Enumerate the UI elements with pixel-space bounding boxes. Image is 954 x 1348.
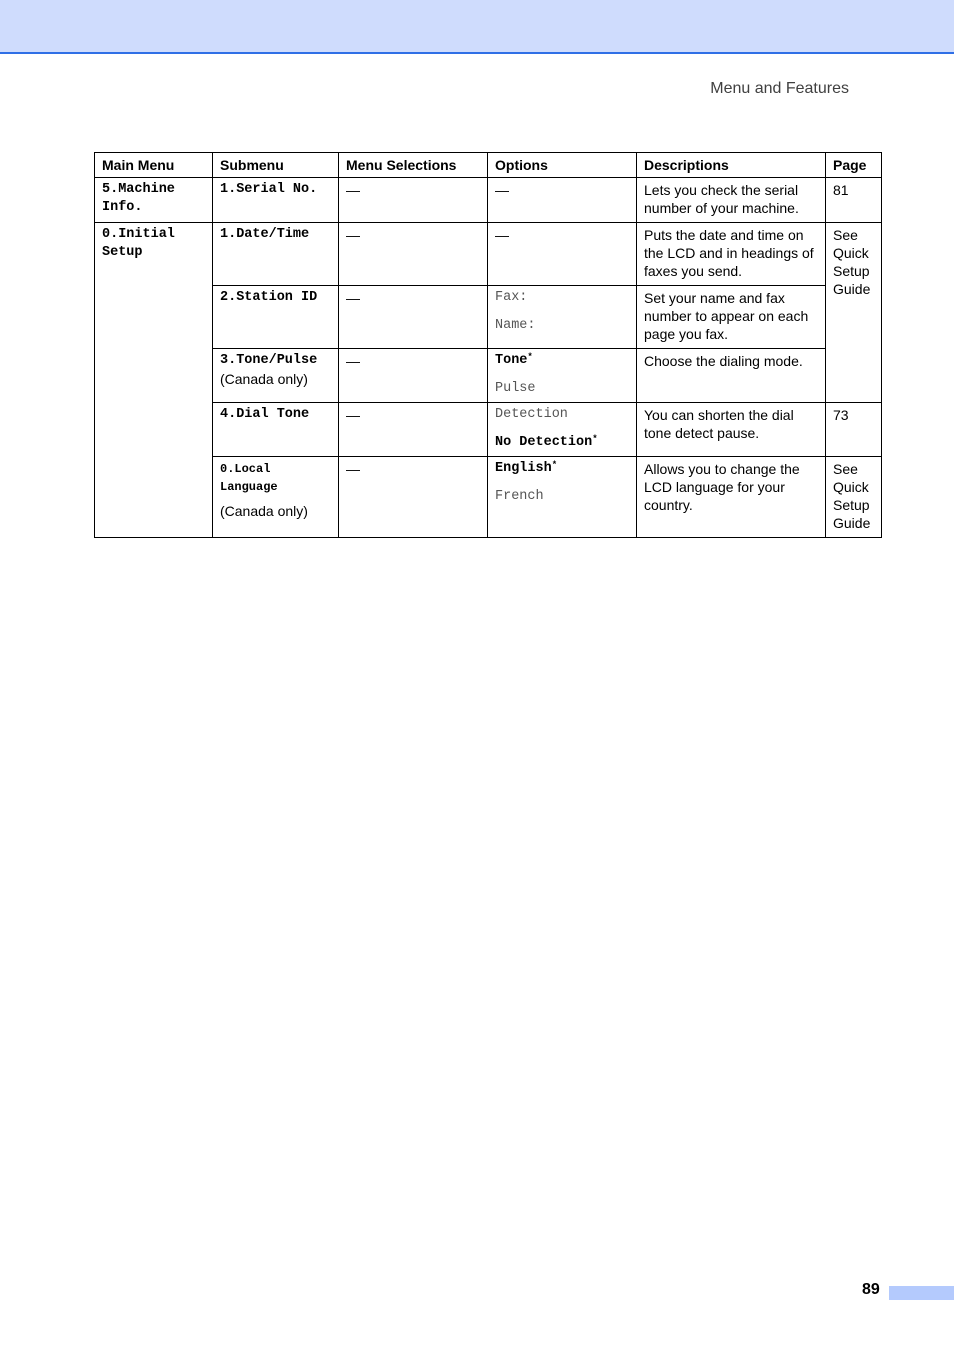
selection-cell: —	[339, 457, 488, 538]
submenu-label: 0.Local Language	[220, 462, 278, 494]
submenu-label: 3.Tone/Pulse	[220, 353, 318, 368]
option-fax: Fax:	[495, 290, 528, 305]
option-tone: Tone*	[495, 352, 533, 368]
main-menu-cell: 0.Initial Setup	[95, 223, 213, 538]
submenu-note: (Canada only)	[220, 371, 308, 387]
option-english: English*	[495, 460, 558, 476]
options-cell	[488, 403, 637, 457]
page-cell: 81	[826, 178, 882, 223]
column-header: Options	[488, 153, 637, 178]
submenu-cell: 1.Date/Time	[213, 223, 339, 286]
page-number: 89	[862, 1281, 880, 1298]
table-row	[95, 403, 882, 457]
options-cell	[488, 349, 637, 403]
default-marker: *	[592, 434, 598, 444]
column-header: Main Menu	[95, 153, 213, 178]
submenu-cell: 4.Dial Tone	[213, 403, 339, 457]
options-cell: —	[488, 223, 637, 286]
description-cell: You can shorten the dial tone detect pause.	[637, 403, 826, 457]
table-row	[95, 286, 882, 349]
page-cell: 73	[826, 403, 882, 457]
page-cell: See Quick Setup Guide	[826, 223, 882, 403]
selection-cell: —	[339, 178, 488, 223]
description-cell: Lets you check the serial number of your machine.	[637, 178, 826, 223]
option-no-detection: No Detection*	[495, 434, 598, 450]
option-detection: Detection	[495, 407, 568, 422]
table-row	[95, 223, 882, 286]
selection-cell: —	[339, 349, 488, 403]
table-row	[95, 178, 882, 223]
submenu-cell: 2.Station ID	[213, 286, 339, 349]
selection-cell: —	[339, 223, 488, 286]
section-title: Menu and Features	[710, 80, 849, 97]
page-cell: See Quick Setup Guide	[826, 457, 882, 538]
table-header-row	[95, 153, 882, 178]
column-header: Page	[826, 153, 882, 178]
column-header: Menu Selections	[339, 153, 488, 178]
option-pulse: Pulse	[495, 381, 536, 396]
table-row	[95, 457, 882, 538]
description-cell: Puts the date and time on the LCD and in headings of faxes you send.	[637, 223, 826, 286]
submenu-note: (Canada only)	[220, 503, 308, 519]
option-name: Name:	[495, 318, 536, 333]
submenu-cell: 1.Serial No.	[213, 178, 339, 223]
description-cell: Set your name and fax number to appear on each page you fax.	[637, 286, 826, 349]
default-marker: *	[551, 460, 558, 470]
description-cell: Choose the dialing mode.	[637, 349, 826, 403]
default-marker: *	[527, 352, 533, 362]
selection-cell: —	[339, 286, 488, 349]
column-header: Submenu	[213, 153, 339, 178]
page-tab-marker	[889, 1286, 954, 1300]
column-header: Descriptions	[637, 153, 826, 178]
selection-cell: —	[339, 403, 488, 457]
main-menu-cell: 5.Machine Info.	[95, 178, 213, 223]
options-cell	[488, 457, 637, 538]
options-cell: —	[488, 178, 637, 223]
submenu-cell	[213, 457, 339, 538]
submenu-cell	[213, 349, 339, 403]
menu-table	[94, 152, 882, 538]
table-row	[95, 349, 882, 403]
option-french: French	[495, 489, 544, 504]
header-band	[0, 0, 954, 54]
description-cell: Allows you to change the LCD language for your country.	[637, 457, 826, 538]
options-cell	[488, 286, 637, 349]
